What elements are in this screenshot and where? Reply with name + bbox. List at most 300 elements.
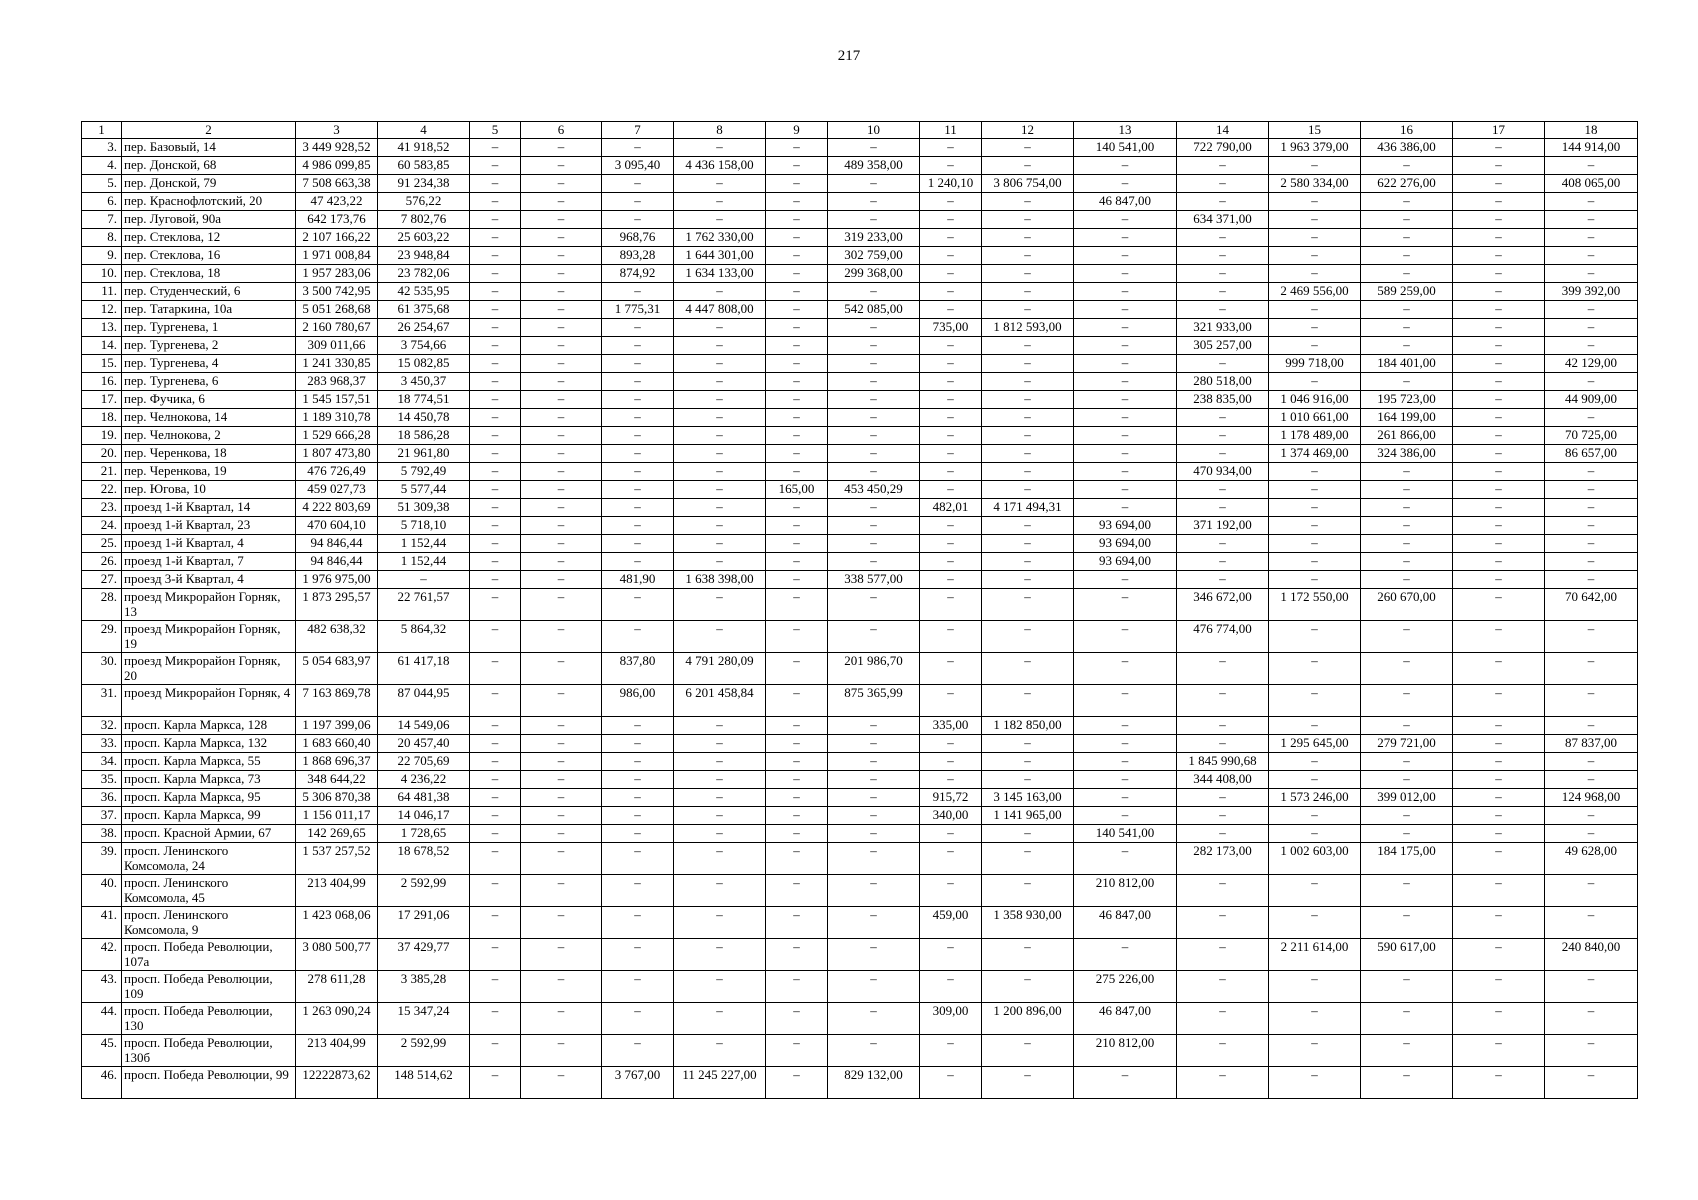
value-cell: 482,01: [920, 499, 982, 517]
value-cell: –: [1453, 907, 1545, 939]
value-cell: 1 200 896,00: [982, 1003, 1074, 1035]
column-header: 1: [82, 122, 122, 139]
value-cell: 3 145 163,00: [982, 789, 1074, 807]
value-cell: –: [1269, 907, 1361, 939]
value-cell: 37 429,77: [378, 939, 470, 971]
value-cell: –: [982, 283, 1074, 301]
row-number: 40.: [82, 875, 122, 907]
value-cell: –: [982, 875, 1074, 907]
address-cell: просп. Карла Маркса, 73: [122, 771, 296, 789]
table-row: [82, 301, 1638, 319]
value-cell: 590 617,00: [1361, 939, 1453, 971]
value-cell: 2 469 556,00: [1269, 283, 1361, 301]
value-cell: –: [1453, 139, 1545, 157]
value-cell: –: [920, 427, 982, 445]
value-cell: –: [378, 571, 470, 589]
value-cell: –: [521, 229, 602, 247]
table-row: [82, 753, 1638, 771]
value-cell: 5 577,44: [378, 481, 470, 499]
value-cell: –: [470, 265, 521, 283]
value-cell: –: [470, 517, 521, 535]
value-cell: –: [674, 1035, 766, 1067]
table-row: [82, 139, 1638, 157]
value-cell: –: [1177, 229, 1269, 247]
value-cell: –: [920, 211, 982, 229]
value-cell: –: [521, 355, 602, 373]
table-row: [82, 337, 1638, 355]
value-cell: 1 762 330,00: [674, 229, 766, 247]
value-cell: 4 222 803,69: [296, 499, 378, 517]
value-cell: –: [470, 319, 521, 337]
column-header: 12: [982, 122, 1074, 139]
value-cell: 324 386,00: [1361, 445, 1453, 463]
value-cell: –: [766, 971, 828, 1003]
row-number: 11.: [82, 283, 122, 301]
value-cell: 622 276,00: [1361, 175, 1453, 193]
value-cell: 1 529 666,28: [296, 427, 378, 445]
value-cell: –: [674, 499, 766, 517]
value-cell: –: [1545, 553, 1638, 571]
value-cell: –: [602, 139, 674, 157]
value-cell: –: [766, 337, 828, 355]
address-cell: пер. Стеклова, 18: [122, 265, 296, 283]
value-cell: 338 577,00: [828, 571, 920, 589]
column-header: 10: [828, 122, 920, 139]
value-cell: –: [766, 517, 828, 535]
value-cell: –: [470, 481, 521, 499]
row-number: 45.: [82, 1035, 122, 1067]
table-row: [82, 1003, 1638, 1035]
value-cell: –: [1361, 717, 1453, 735]
value-cell: –: [1361, 517, 1453, 535]
value-cell: –: [1074, 373, 1177, 391]
row-number: 30.: [82, 653, 122, 685]
value-cell: –: [1074, 445, 1177, 463]
value-cell: 7 163 869,78: [296, 685, 378, 717]
column-header: 14: [1177, 122, 1269, 139]
value-cell: 340,00: [920, 807, 982, 825]
value-cell: 319 233,00: [828, 229, 920, 247]
value-cell: 278 611,28: [296, 971, 378, 1003]
value-cell: –: [521, 463, 602, 481]
table-row: [82, 717, 1638, 735]
value-cell: 1 873 295,57: [296, 589, 378, 621]
value-cell: –: [1361, 571, 1453, 589]
value-cell: 18 586,28: [378, 427, 470, 445]
value-cell: 46 847,00: [1074, 193, 1177, 211]
table-row: [82, 175, 1638, 193]
value-cell: –: [1269, 373, 1361, 391]
value-cell: –: [1453, 319, 1545, 337]
value-cell: –: [1177, 825, 1269, 843]
value-cell: –: [766, 355, 828, 373]
column-header: 8: [674, 122, 766, 139]
value-cell: –: [982, 247, 1074, 265]
value-cell: –: [766, 807, 828, 825]
value-cell: –: [1453, 1003, 1545, 1035]
value-cell: –: [1074, 807, 1177, 825]
value-cell: –: [1074, 409, 1177, 427]
value-cell: 23 782,06: [378, 265, 470, 283]
value-cell: –: [470, 971, 521, 1003]
value-cell: –: [920, 589, 982, 621]
table-row: [82, 463, 1638, 481]
address-cell: пер. Краснофлотский, 20: [122, 193, 296, 211]
value-cell: 41 918,52: [378, 139, 470, 157]
value-cell: –: [1269, 535, 1361, 553]
value-cell: –: [1269, 825, 1361, 843]
value-cell: –: [828, 355, 920, 373]
value-cell: 18 774,51: [378, 391, 470, 409]
value-cell: –: [602, 589, 674, 621]
value-cell: –: [1361, 807, 1453, 825]
value-cell: 2 107 166,22: [296, 229, 378, 247]
value-cell: –: [1074, 1067, 1177, 1099]
value-cell: –: [1269, 1003, 1361, 1035]
value-cell: –: [602, 621, 674, 653]
value-cell: –: [982, 553, 1074, 571]
value-cell: –: [470, 373, 521, 391]
value-cell: 22 761,57: [378, 589, 470, 621]
value-cell: 11 245 227,00: [674, 1067, 766, 1099]
address-cell: просп. Карла Маркса, 128: [122, 717, 296, 735]
value-cell: 1 152,44: [378, 535, 470, 553]
value-cell: –: [674, 481, 766, 499]
value-cell: –: [1269, 875, 1361, 907]
value-cell: –: [1074, 499, 1177, 517]
value-cell: 482 638,32: [296, 621, 378, 653]
value-cell: –: [1361, 337, 1453, 355]
value-cell: 915,72: [920, 789, 982, 807]
row-number: 31.: [82, 685, 122, 717]
value-cell: –: [920, 571, 982, 589]
value-cell: 1 683 660,40: [296, 735, 378, 753]
value-cell: –: [1269, 1067, 1361, 1099]
value-cell: 1 172 550,00: [1269, 589, 1361, 621]
column-header: 2: [122, 122, 296, 139]
value-cell: –: [920, 825, 982, 843]
table-row: [82, 553, 1638, 571]
value-cell: 213 404,99: [296, 1035, 378, 1067]
value-cell: 399 392,00: [1545, 283, 1638, 301]
value-cell: 1 971 008,84: [296, 247, 378, 265]
value-cell: –: [521, 175, 602, 193]
table-row: [82, 157, 1638, 175]
value-cell: 93 694,00: [1074, 535, 1177, 553]
address-cell: пер. Черенкова, 19: [122, 463, 296, 481]
column-header: 9: [766, 122, 828, 139]
value-cell: –: [470, 229, 521, 247]
value-cell: –: [521, 211, 602, 229]
value-cell: –: [1177, 355, 1269, 373]
value-cell: –: [982, 409, 1074, 427]
value-cell: –: [1545, 717, 1638, 735]
value-cell: –: [1361, 753, 1453, 771]
value-cell: –: [766, 717, 828, 735]
value-cell: 2 160 780,67: [296, 319, 378, 337]
value-cell: –: [470, 621, 521, 653]
column-header: 15: [1269, 122, 1361, 139]
value-cell: –: [766, 229, 828, 247]
value-cell: –: [1453, 653, 1545, 685]
value-cell: –: [602, 907, 674, 939]
value-cell: –: [1453, 283, 1545, 301]
value-cell: –: [521, 971, 602, 1003]
address-cell: пер. Тургенева, 2: [122, 337, 296, 355]
value-cell: –: [521, 499, 602, 517]
value-cell: –: [828, 175, 920, 193]
value-cell: –: [1074, 301, 1177, 319]
value-cell: –: [674, 971, 766, 1003]
value-cell: –: [828, 939, 920, 971]
address-cell: проезд 1-й Квартал, 7: [122, 553, 296, 571]
value-cell: –: [1074, 843, 1177, 875]
value-cell: –: [982, 355, 1074, 373]
address-cell: просп. Ленинского Комсомола, 9: [122, 907, 296, 939]
value-cell: –: [1453, 157, 1545, 175]
row-number: 14.: [82, 337, 122, 355]
value-cell: –: [1545, 211, 1638, 229]
value-cell: –: [828, 463, 920, 481]
value-cell: –: [470, 463, 521, 481]
table-row: [82, 427, 1638, 445]
value-cell: –: [470, 499, 521, 517]
value-cell: 282 173,00: [1177, 843, 1269, 875]
value-cell: 476 726,49: [296, 463, 378, 481]
row-number: 46.: [82, 1067, 122, 1099]
value-cell: –: [1361, 907, 1453, 939]
value-cell: –: [674, 875, 766, 907]
value-cell: 165,00: [766, 481, 828, 499]
value-cell: –: [920, 229, 982, 247]
value-cell: –: [1269, 193, 1361, 211]
table-row: [82, 373, 1638, 391]
value-cell: –: [828, 193, 920, 211]
value-cell: 875 365,99: [828, 685, 920, 717]
value-cell: –: [674, 427, 766, 445]
value-cell: –: [674, 463, 766, 481]
value-cell: –: [1177, 409, 1269, 427]
value-cell: –: [1074, 621, 1177, 653]
value-cell: –: [1177, 717, 1269, 735]
value-cell: –: [1453, 939, 1545, 971]
table-row: [82, 571, 1638, 589]
value-cell: –: [1361, 319, 1453, 337]
value-cell: 735,00: [920, 319, 982, 337]
row-number: 38.: [82, 825, 122, 843]
address-cell: просп. Ленинского Комсомола, 45: [122, 875, 296, 907]
value-cell: –: [920, 771, 982, 789]
value-cell: –: [470, 553, 521, 571]
value-cell: –: [920, 517, 982, 535]
table-row: [82, 735, 1638, 753]
value-cell: –: [920, 283, 982, 301]
value-cell: 261 866,00: [1361, 427, 1453, 445]
value-cell: 5 054 683,97: [296, 653, 378, 685]
value-cell: –: [766, 193, 828, 211]
value-cell: –: [1074, 157, 1177, 175]
value-cell: –: [982, 621, 1074, 653]
value-cell: 1 002 603,00: [1269, 843, 1361, 875]
value-cell: –: [1177, 301, 1269, 319]
value-cell: –: [1453, 1035, 1545, 1067]
value-cell: –: [521, 907, 602, 939]
value-cell: 1 868 696,37: [296, 753, 378, 771]
value-cell: –: [1453, 1067, 1545, 1099]
value-cell: 144 914,00: [1545, 139, 1638, 157]
row-number: 36.: [82, 789, 122, 807]
value-cell: 61 417,18: [378, 653, 470, 685]
value-cell: –: [1545, 771, 1638, 789]
value-cell: –: [1361, 481, 1453, 499]
value-cell: –: [521, 685, 602, 717]
value-cell: –: [828, 553, 920, 571]
value-cell: –: [1361, 247, 1453, 265]
value-cell: –: [674, 907, 766, 939]
value-cell: 87 837,00: [1545, 735, 1638, 753]
value-cell: –: [1453, 517, 1545, 535]
value-cell: –: [1177, 875, 1269, 907]
value-cell: –: [602, 391, 674, 409]
value-cell: –: [766, 157, 828, 175]
value-cell: –: [521, 771, 602, 789]
value-cell: –: [470, 301, 521, 319]
value-cell: –: [1269, 157, 1361, 175]
table-row: [82, 653, 1638, 685]
table-row: [82, 771, 1638, 789]
value-cell: 201 986,70: [828, 653, 920, 685]
column-header: 11: [920, 122, 982, 139]
value-cell: –: [1269, 481, 1361, 499]
value-cell: –: [470, 1067, 521, 1099]
value-cell: –: [470, 825, 521, 843]
row-number: 4.: [82, 157, 122, 175]
table-row: [82, 481, 1638, 499]
value-cell: –: [1269, 247, 1361, 265]
value-cell: –: [674, 193, 766, 211]
address-cell: просп. Карла Маркса, 99: [122, 807, 296, 825]
address-cell: проезд 1-й Квартал, 14: [122, 499, 296, 517]
table-row: [82, 391, 1638, 409]
value-cell: –: [674, 807, 766, 825]
value-cell: –: [766, 843, 828, 875]
address-cell: пер. Челнокова, 14: [122, 409, 296, 427]
value-cell: 1 178 489,00: [1269, 427, 1361, 445]
address-cell: просп. Победа Революции, 99: [122, 1067, 296, 1099]
value-cell: –: [920, 621, 982, 653]
value-cell: 722 790,00: [1177, 139, 1269, 157]
value-cell: 1 976 975,00: [296, 571, 378, 589]
address-cell: проезд Микрорайон Горняк, 19: [122, 621, 296, 653]
value-cell: –: [1361, 653, 1453, 685]
value-cell: –: [674, 735, 766, 753]
value-cell: 15 082,85: [378, 355, 470, 373]
value-cell: –: [1453, 211, 1545, 229]
value-cell: –: [1177, 481, 1269, 499]
value-cell: –: [674, 939, 766, 971]
value-cell: –: [982, 391, 1074, 409]
value-cell: –: [674, 391, 766, 409]
address-cell: пер. Луговой, 90а: [122, 211, 296, 229]
value-cell: –: [1269, 499, 1361, 517]
value-cell: –: [1545, 229, 1638, 247]
value-cell: –: [521, 373, 602, 391]
value-cell: –: [1177, 939, 1269, 971]
value-cell: –: [602, 535, 674, 553]
table-row: [82, 229, 1638, 247]
value-cell: –: [766, 265, 828, 283]
row-number: 15.: [82, 355, 122, 373]
value-cell: –: [828, 283, 920, 301]
value-cell: 91 234,38: [378, 175, 470, 193]
value-cell: 5 306 870,38: [296, 789, 378, 807]
value-cell: –: [828, 517, 920, 535]
value-cell: 240 840,00: [1545, 939, 1638, 971]
value-cell: –: [1177, 571, 1269, 589]
value-cell: –: [1177, 445, 1269, 463]
value-cell: 1 807 473,80: [296, 445, 378, 463]
value-cell: 4 791 280,09: [674, 653, 766, 685]
row-number: 6.: [82, 193, 122, 211]
address-cell: пер. Югова, 10: [122, 481, 296, 499]
value-cell: –: [1177, 653, 1269, 685]
value-cell: –: [1074, 265, 1177, 283]
value-cell: –: [1074, 211, 1177, 229]
value-cell: –: [1177, 807, 1269, 825]
value-cell: –: [766, 875, 828, 907]
value-cell: 309 011,66: [296, 337, 378, 355]
column-header: 16: [1361, 122, 1453, 139]
value-cell: 1 295 645,00: [1269, 735, 1361, 753]
value-cell: –: [920, 653, 982, 685]
value-cell: –: [674, 589, 766, 621]
value-cell: –: [1074, 175, 1177, 193]
value-cell: –: [1074, 283, 1177, 301]
value-cell: –: [1177, 907, 1269, 939]
value-cell: –: [521, 571, 602, 589]
value-cell: –: [982, 653, 1074, 685]
value-cell: –: [602, 499, 674, 517]
address-cell: пер. Стеклова, 16: [122, 247, 296, 265]
value-cell: –: [1269, 1035, 1361, 1067]
value-cell: –: [1177, 265, 1269, 283]
value-cell: –: [1361, 553, 1453, 571]
value-cell: –: [1177, 971, 1269, 1003]
value-cell: –: [1269, 265, 1361, 283]
value-cell: 1 638 398,00: [674, 571, 766, 589]
value-cell: –: [1361, 463, 1453, 481]
value-cell: –: [982, 771, 1074, 789]
value-cell: 1 010 661,00: [1269, 409, 1361, 427]
value-cell: 576,22: [378, 193, 470, 211]
address-cell: пер. Стеклова, 12: [122, 229, 296, 247]
value-cell: 436 386,00: [1361, 139, 1453, 157]
row-number: 27.: [82, 571, 122, 589]
value-cell: –: [766, 1003, 828, 1035]
value-cell: 542 085,00: [828, 301, 920, 319]
value-cell: –: [1269, 753, 1361, 771]
value-cell: –: [521, 535, 602, 553]
value-cell: 1 374 469,00: [1269, 445, 1361, 463]
column-header: 13: [1074, 122, 1177, 139]
value-cell: –: [1074, 653, 1177, 685]
value-cell: –: [1545, 409, 1638, 427]
value-cell: –: [521, 1067, 602, 1099]
value-cell: –: [982, 445, 1074, 463]
value-cell: –: [521, 283, 602, 301]
value-cell: 142 269,65: [296, 825, 378, 843]
value-cell: –: [1074, 481, 1177, 499]
